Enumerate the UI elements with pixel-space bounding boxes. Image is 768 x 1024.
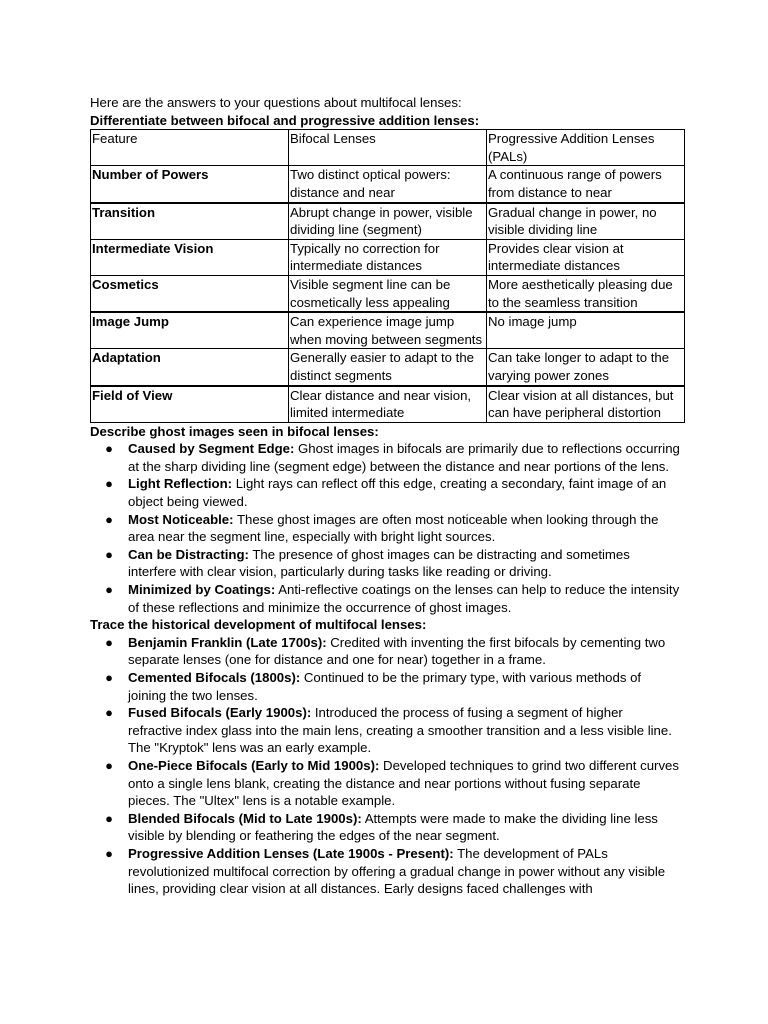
table-header-row <box>91 130 685 166</box>
section-heading-ghost-images: Describe ghost images seen in bifocal lenses: <box>90 423 379 439</box>
list-item: ● Benjamin Franklin (Late 1700s): Credited with inventing the first bifocals by cementing two separate lenses (one for distance and one for near) together in a frame. <box>105 634 666 668</box>
section-heading-comparison: Differentiate between bifocal and progressive addition lenses: <box>90 112 480 128</box>
list-item: ● Progressive Addition Lenses (Late 1900s - Present): The development of PALs revolutionized multifocal correction by offering a gradual change in power without any visible lines, providing clear vision at all distances. Early designs faced challenges with <box>105 845 666 897</box>
list-item: ● Can be Distracting: The presence of ghost images can be distracting and sometimes interfere with clear vision, particularly during tasks like reading or driving. <box>105 546 630 580</box>
table-cell-feature: Intermediate Vision <box>91 239 289 275</box>
table-row <box>91 239 685 275</box>
table-cell-feature: Field of View <box>91 386 289 423</box>
bullet-icon: ● <box>105 757 113 773</box>
list-item: ● Blended Bifocals (Mid to Late 1900s): Attempts were made to make the dividing line less visible by blending or feathering the edges of the near segment. <box>105 810 658 844</box>
table-cell-bifocal: Two distinct optical powers: distance and near <box>289 166 487 203</box>
table-cell-feature: Image Jump <box>91 312 289 349</box>
list-item: ● One-Piece Bifocals (Early to Mid 1900s): Developed techniques to grind two different curves onto a single lens blank, creating the distance and near portions without fusing separate pieces. The "Ultex" lens is a notable example. <box>105 757 679 809</box>
bullet-icon: ● <box>105 705 113 721</box>
bullet-icon: ● <box>105 441 113 457</box>
table-row <box>91 203 685 240</box>
intro-text: Here are the answers to your questions about multifocal lenses: <box>90 95 462 110</box>
ghost-images-list <box>90 440 680 616</box>
bullet-icon: ● <box>105 582 113 598</box>
list-item: ● Cemented Bifocals (1800s): Continued to be the primary type, with various methods of joining the two lenses. <box>105 670 642 703</box>
table-cell-pal: A continuous range of powers from distance to near <box>487 166 685 203</box>
list-item: ● Fused Bifocals (Early 1900s): Introduced the process of fusing a segment of higher refractive index glass into the main lens, creating a smoother transition and a less visible line. The "Kryptok" lens was an early example. <box>105 705 672 756</box>
bullet-icon: ● <box>105 810 113 826</box>
table-cell-feature: Transition <box>91 203 289 240</box>
table-cell-bifocal: Clear distance and near vision, limited intermediate <box>289 386 487 423</box>
list-item: ● Minimized by Coatings: Anti-reflective coatings on the lenses can help to reduce the intensity of these reflections and minimize the occurrence of ghost images. <box>105 582 680 615</box>
table-cell-pal: Gradual change in power, no visible dividing line <box>487 203 685 240</box>
table-cell-pal: Can take longer to adapt to the varying power zones <box>487 349 685 386</box>
table-cell-feature: Number of Powers <box>91 166 289 203</box>
table-cell-pal: More aesthetically pleasing due to the seamless transition <box>487 275 685 312</box>
table-cell-bifocal: Abrupt change in power, visible dividing line (segment) <box>289 203 487 240</box>
comparison-table <box>90 129 685 423</box>
table-header-cell: Bifocal Lenses <box>289 130 487 166</box>
history-list <box>90 634 680 898</box>
list-item: ● Caused by Segment Edge: Ghost images in bifocals are primarily due to reflections occurring at the sharp dividing line (segment edge) between the distance and near portions of the lens. <box>105 441 680 474</box>
table-row <box>91 275 685 312</box>
table-row <box>91 349 685 386</box>
document-content <box>90 94 680 898</box>
table-cell-pal: Provides clear vision at intermediate distances <box>487 239 685 275</box>
table-row <box>91 312 685 349</box>
bullet-icon: ● <box>105 476 113 492</box>
section-heading-history: Trace the historical development of multifocal lenses: <box>90 617 427 633</box>
bullet-icon: ● <box>105 670 113 685</box>
table-row <box>91 386 685 423</box>
list-item: ● Light Reflection: Light rays can reflect off this edge, creating a secondary, faint image of an object being viewed. <box>105 476 667 510</box>
bullet-icon: ● <box>105 634 113 650</box>
table-cell-pal: No image jump <box>487 312 685 349</box>
table-header-cell: Progressive Addition Lenses (PALs) <box>487 130 685 166</box>
table-cell-bifocal: Typically no correction for intermediate distances <box>289 239 487 275</box>
table-row <box>91 166 685 203</box>
table-cell-bifocal: Generally easier to adapt to the distinct segments <box>289 349 487 386</box>
table-header-cell: Feature <box>91 130 289 166</box>
bullet-icon: ● <box>105 845 113 861</box>
table-cell-pal: Clear vision at all distances, but can have peripheral distortion <box>487 386 685 423</box>
table-cell-feature: Adaptation <box>91 349 289 386</box>
bullet-icon: ● <box>105 511 113 527</box>
bullet-icon: ● <box>105 546 113 562</box>
table-cell-feature: Cosmetics <box>91 275 289 312</box>
list-item: ● Most Noticeable: These ghost images are often most noticeable when looking through the area near the segment line, especially with bright light sources. <box>105 511 659 545</box>
table-cell-bifocal: Visible segment line can be cosmetically less appealing <box>289 275 487 312</box>
table-cell-bifocal: Can experience image jump when moving between segments <box>289 312 487 349</box>
